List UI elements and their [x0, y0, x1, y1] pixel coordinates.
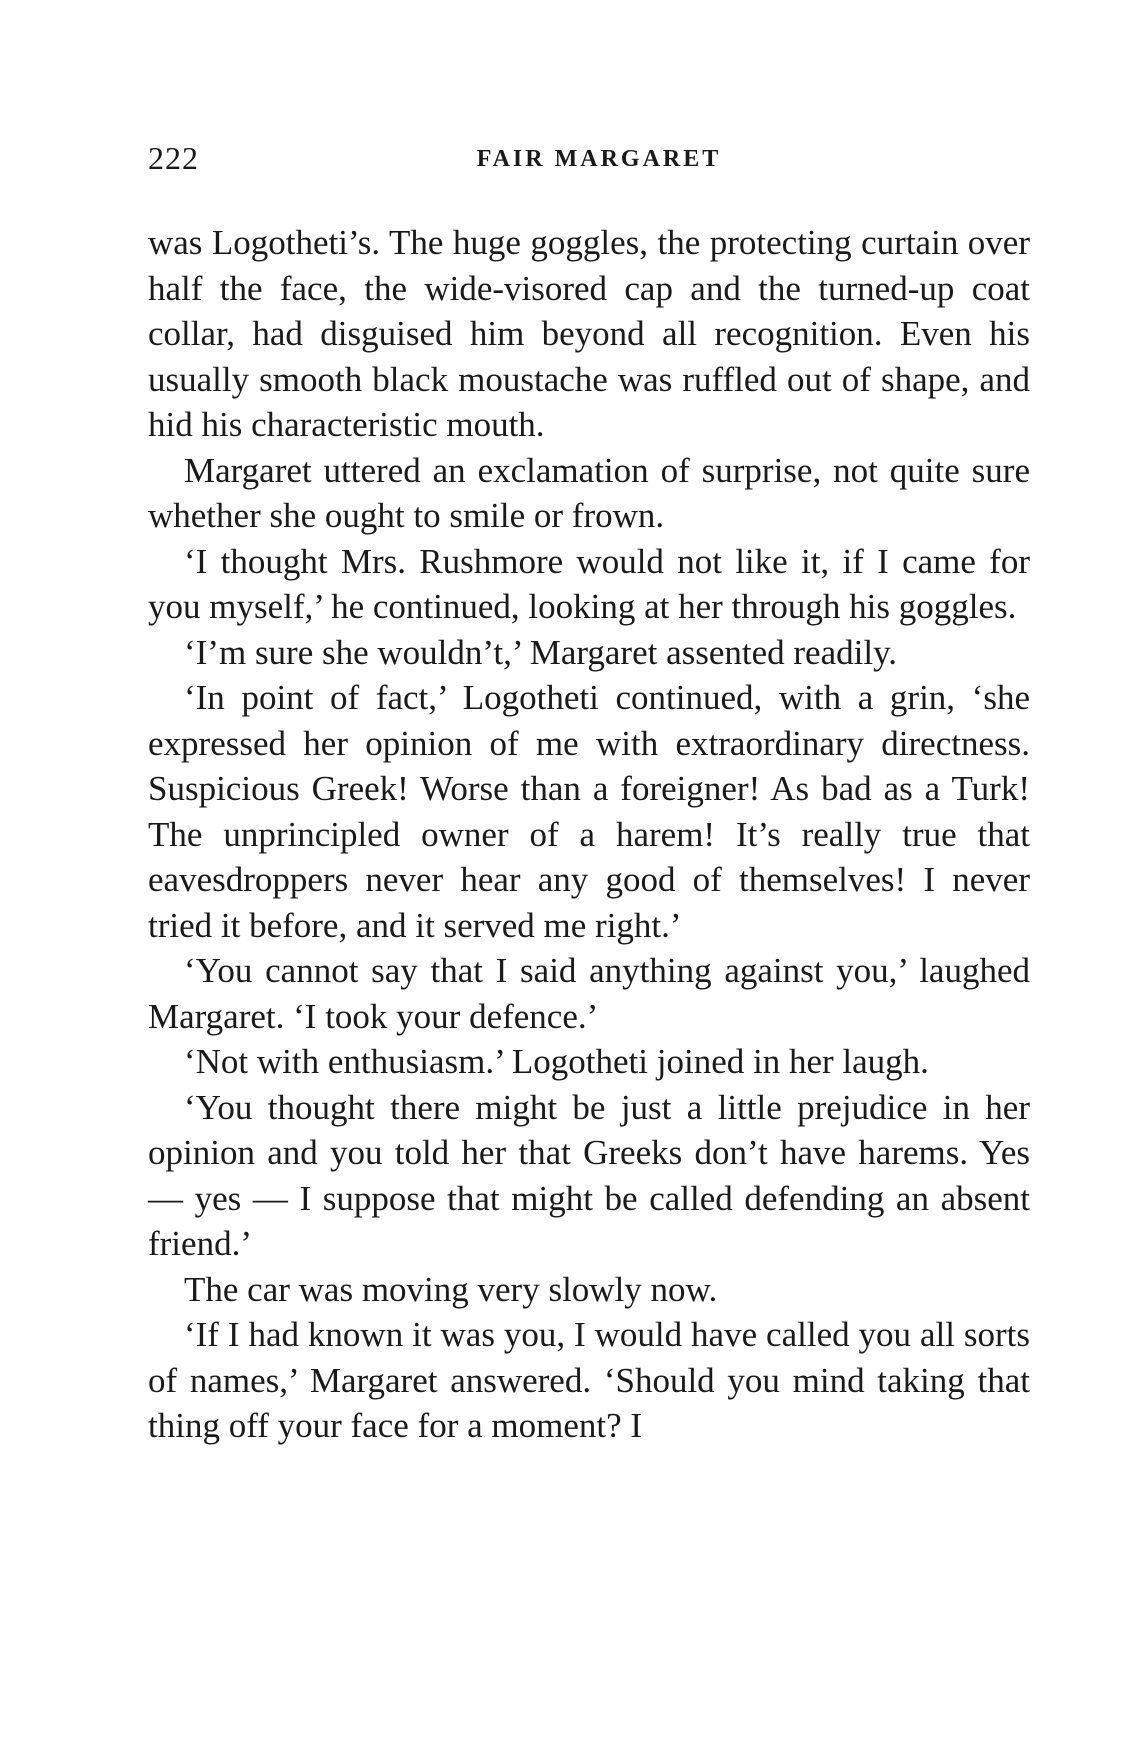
paragraph: ‘Not with enthusiasm.’ Logotheti joined in her laugh.	[184, 1042, 929, 1081]
running-head	[148, 140, 1030, 180]
paragraph: Margaret uttered an exclamation of surprise, not quite sure whether she ought to smile or frown.	[148, 450, 1030, 535]
paragraph: ‘You cannot say that I said anything against you,’ laughed Margaret. ‘I took your defence.’	[148, 951, 1030, 1036]
running-title: FAIR MARGARET	[476, 146, 722, 172]
paragraph: ‘I’m sure she wouldn’t,’ Margaret assented readily.	[184, 632, 898, 672]
paragraph: ‘In point of fact,’ Logotheti continued, with a grin, ‘she expressed her opinion of me with extraordinary directness. Suspicious Greek! Worse than a foreigner! As bad as a Turk! The unprincipled owner of a harem! It’s really true that eavesdroppers never hear any good of themselves! I never tried it before, and it served me right.’	[148, 678, 1030, 945]
paragraph: was Logotheti’s. The huge goggles, the protecting curtain over half the face, the wide-visored cap and the turned-up coat collar, had disguised him beyond all recognition. Even his usually smooth black moustache was ruffled out of shape, and hid his characteristic mouth.	[148, 223, 1030, 444]
paragraph: ‘I thought Mrs. Rushmore would not like it, if I came for you myself,’ he continued, looking at her through his goggles.	[148, 541, 1030, 626]
paragraph: ‘If I had known it was you, I would have called you all sorts of names,’ Margaret answered. ‘Should you mind taking that thing off your face for a moment? I	[148, 1315, 1030, 1445]
paragraph: ‘You thought there might be just a little prejudice in her opinion and you told her that Greeks don’t have harems. Yes — yes — I suppose that might be called defending an absent friend.’	[148, 1087, 1030, 1263]
body-text	[148, 220, 1030, 1449]
page-number: 222	[148, 140, 199, 176]
book-page	[148, 140, 1030, 1449]
paragraph: The car was moving very slowly now.	[184, 1269, 718, 1309]
